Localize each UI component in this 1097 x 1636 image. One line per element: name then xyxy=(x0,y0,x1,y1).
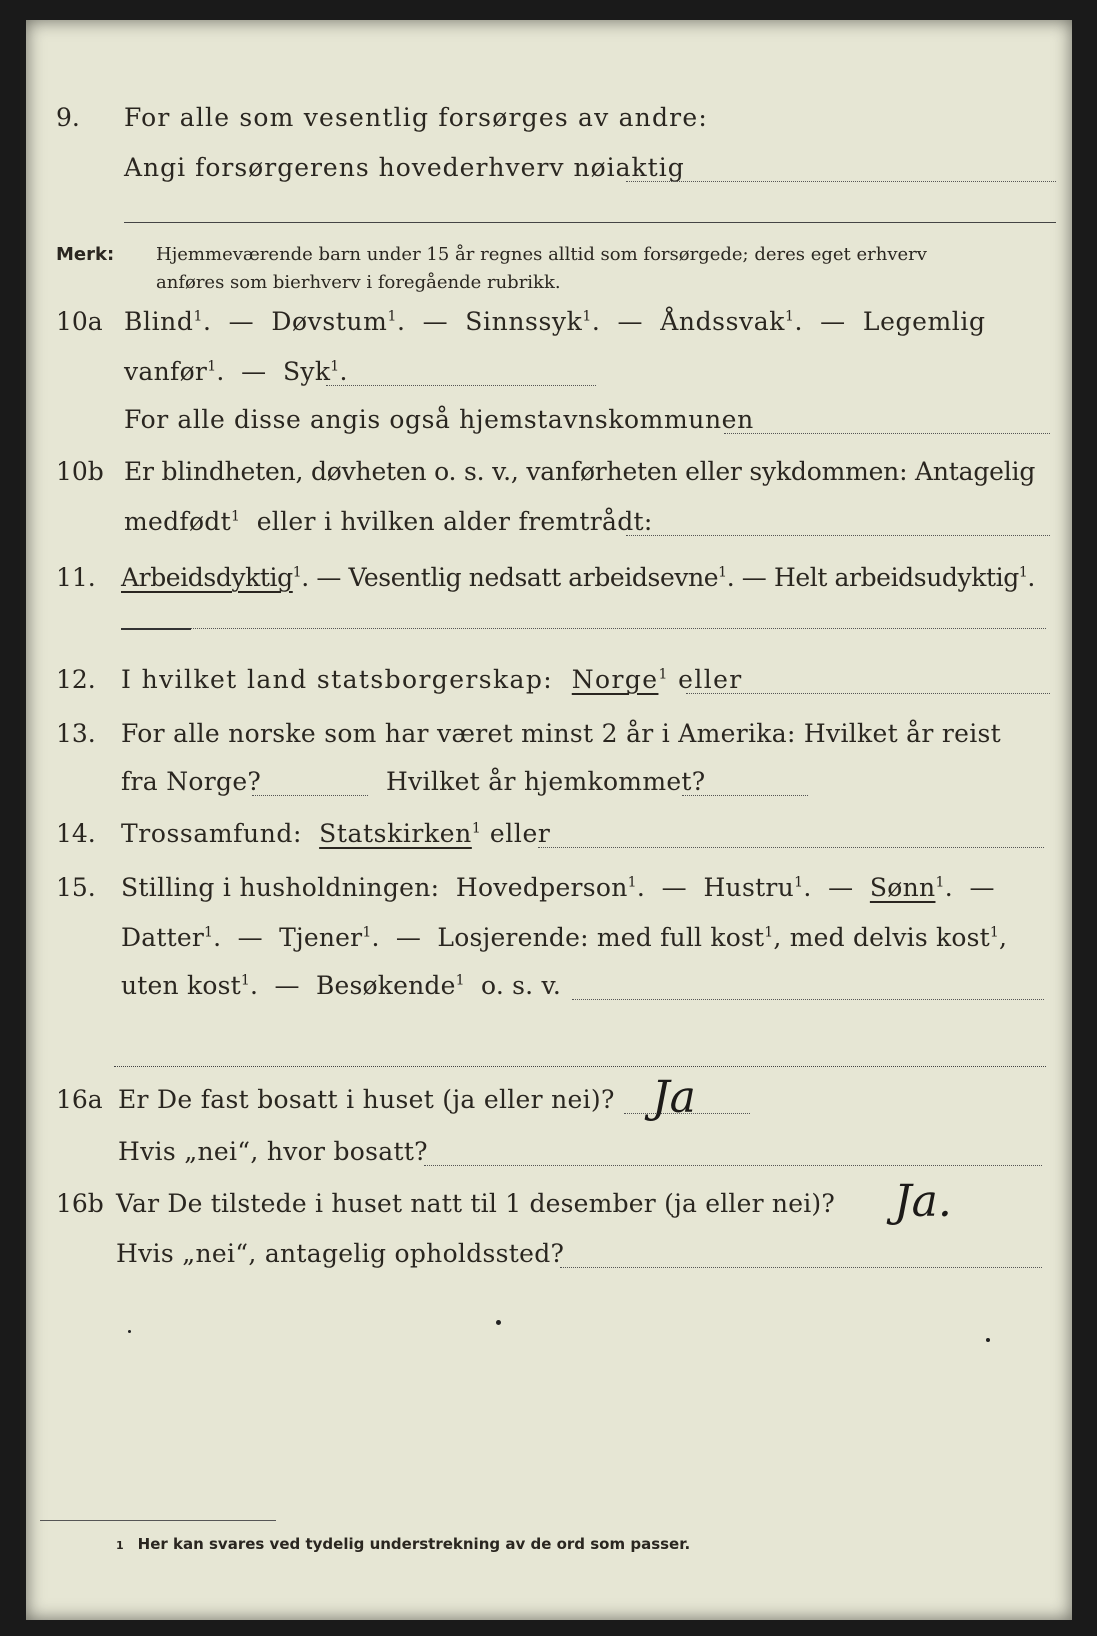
option-norge-selected[interactable]: Norge xyxy=(571,665,659,694)
option-arbeidsdyktig-selected[interactable]: Arbeidsdyktig xyxy=(121,563,293,592)
question-text: vanfør$^1$. — Syk$^1$. xyxy=(124,357,348,386)
option-tjener[interactable]: Tjener xyxy=(279,923,363,952)
question-15-line3 xyxy=(26,966,1072,1006)
option-statskirken-selected[interactable]: Statskirken xyxy=(319,819,472,848)
note-text: anføres som bierhverv i foregående rubrikk. xyxy=(156,272,561,293)
answer-line[interactable] xyxy=(124,222,1056,223)
option-andssvak[interactable]: Åndssvak xyxy=(660,307,786,336)
census-form-page xyxy=(26,20,1072,1620)
option-legemlig[interactable]: Legemlig xyxy=(862,307,986,336)
option-nedsatt[interactable]: Vesentlig nedsatt arbeidsevne xyxy=(348,563,719,592)
answer-line[interactable] xyxy=(626,534,1050,536)
option-syk[interactable]: Syk xyxy=(282,357,331,386)
question-text: For alle norske som har været minst 2 år i Amerika: Hvilket år reist xyxy=(121,719,1002,748)
question-text: Trossamfund: Statskirken$^1$ eller xyxy=(121,819,551,848)
question-number: 13. xyxy=(56,719,96,748)
question-10b xyxy=(26,452,1072,492)
question-text: Hvis „nei“, antagelig opholdssted? xyxy=(116,1239,565,1268)
question-9 xyxy=(26,98,1072,138)
option-losjerende[interactable]: Losjerende: med full kost xyxy=(437,923,765,952)
question-number: 11. xyxy=(56,563,96,592)
question-text: uten kost$^1$. — Besøkende$^1$ o. s. v. xyxy=(121,971,561,1000)
question-text: medfødt$^1$ eller i hvilken alder fremtrådt: xyxy=(124,507,653,536)
question-text: Er blindheten, døvheten o. s. v., vanførheten eller sykdommen: Antagelig xyxy=(124,457,1036,486)
question-text: Stilling i husholdningen: Hovedperson$^1$. — Hustru$^1$. — Sønn$^1$. — xyxy=(121,873,995,902)
question-number: 10a xyxy=(56,307,103,336)
question-13-line2 xyxy=(26,762,1072,802)
answer-line[interactable] xyxy=(560,1266,1042,1268)
question-text: Var De tilstede i huset natt til 1 desember (ja eller nei)? xyxy=(116,1189,835,1218)
option-delvis[interactable]: med delvis kost xyxy=(789,923,990,952)
question-10a-line2 xyxy=(26,352,1072,392)
question-number: 15. xyxy=(56,873,96,902)
question-number: 16b xyxy=(56,1189,104,1218)
question-15 xyxy=(26,868,1072,908)
handwritten-answer[interactable]: Ja. xyxy=(894,1176,952,1227)
note-line2 xyxy=(26,268,1072,298)
note-text: Hjemmeværende barn under 15 år regnes alltid som forsørgede; deres eget erhverv xyxy=(156,244,927,265)
option-datter[interactable]: Datter xyxy=(121,923,204,952)
question-16a xyxy=(26,1080,1072,1120)
question-number: 10b xyxy=(56,457,104,486)
question-16a-line2 xyxy=(26,1132,1072,1172)
question-15-line2 xyxy=(26,918,1072,958)
question-number: 16a xyxy=(56,1085,103,1114)
question-text: Hvis „nei“, hvor bosatt? xyxy=(118,1137,428,1166)
ink-speck xyxy=(496,1320,501,1325)
option-medfodt[interactable]: medfødt xyxy=(124,507,231,536)
option-blind[interactable]: Blind xyxy=(124,307,194,336)
question-text: Hvilket år hjemkommet? xyxy=(386,767,706,796)
answer-line[interactable] xyxy=(326,384,596,386)
handwritten-answer[interactable]: Ja xyxy=(652,1072,696,1123)
question-12 xyxy=(26,660,1072,700)
footnote-divider xyxy=(40,1520,276,1521)
footnote: 1 Her kan svares ved tydelig understrekning av de ord som passer. xyxy=(116,1535,691,1553)
ink-speck xyxy=(986,1338,990,1342)
question-number: 9. xyxy=(56,103,80,132)
question-text: For alle som vesentlig forsørges av andre: xyxy=(124,103,708,132)
answer-line[interactable] xyxy=(252,794,368,796)
option-sinnssyk[interactable]: Sinnssyk xyxy=(465,307,583,336)
question-text: fra Norge? xyxy=(121,767,262,796)
note xyxy=(26,240,1072,270)
option-sonn-selected[interactable]: Sønn xyxy=(869,873,936,902)
answer-line[interactable] xyxy=(682,794,808,796)
question-text: I hvilket land statsborgerskap: Norge$^1$ eller xyxy=(121,665,743,694)
answer-line[interactable] xyxy=(114,1066,1046,1067)
question-10a xyxy=(26,302,1072,342)
answer-line[interactable] xyxy=(191,628,1046,629)
answer-line[interactable] xyxy=(572,998,1044,1000)
option-besokende[interactable]: Besøkende xyxy=(315,971,456,1000)
option-dovstum[interactable]: Døvstum xyxy=(271,307,388,336)
question-16b-line2 xyxy=(26,1234,1072,1274)
question-text: For alle disse angis også hjemstavnskommunen xyxy=(124,405,754,434)
answer-line[interactable] xyxy=(538,846,1044,848)
answer-line[interactable] xyxy=(724,432,1050,434)
question-9-line2 xyxy=(26,148,1072,188)
option-hovedperson[interactable]: Hovedperson xyxy=(455,873,628,902)
answer-line[interactable] xyxy=(686,692,1050,694)
option-udyktig[interactable]: Helt arbeidsudyktig xyxy=(773,563,1019,592)
question-text: Arbeidsdyktig$^1$. — Vesentlig nedsatt arbeidsevne$^1$. — Helt arbeidsudyktig$^1$. xyxy=(121,563,1035,592)
question-10b-line2 xyxy=(26,502,1072,542)
option-uten[interactable]: uten kost xyxy=(121,971,241,1000)
question-number: 14. xyxy=(56,819,96,848)
ink-speck xyxy=(128,1330,131,1333)
question-number: 12. xyxy=(56,665,96,694)
answer-line[interactable] xyxy=(626,180,1056,182)
question-14 xyxy=(26,814,1072,854)
question-10a-line3 xyxy=(26,400,1072,440)
question-11 xyxy=(26,558,1072,598)
answer-line[interactable] xyxy=(424,1164,1042,1166)
question-text: Blind$^1$. — Døvstum$^1$. — Sinnssyk$^1$. — Åndssvak$^1$. — Legemlig xyxy=(124,307,986,336)
question-13 xyxy=(26,714,1072,754)
option-hustru[interactable]: Hustru xyxy=(703,873,795,902)
question-text: Er De fast bosatt i huset (ja eller nei)? xyxy=(118,1085,615,1114)
option-vanfor[interactable]: vanfør xyxy=(124,357,208,386)
note-label: Merk: xyxy=(56,244,115,265)
question-text: Datter$^1$. — Tjener$^1$. — Losjerende: med full kost$^1$, med delvis kost$^1$, xyxy=(121,923,1008,952)
question-text: Angi forsørgerens hovederhverv nøiaktig xyxy=(124,153,685,182)
answer-line[interactable] xyxy=(121,628,191,630)
